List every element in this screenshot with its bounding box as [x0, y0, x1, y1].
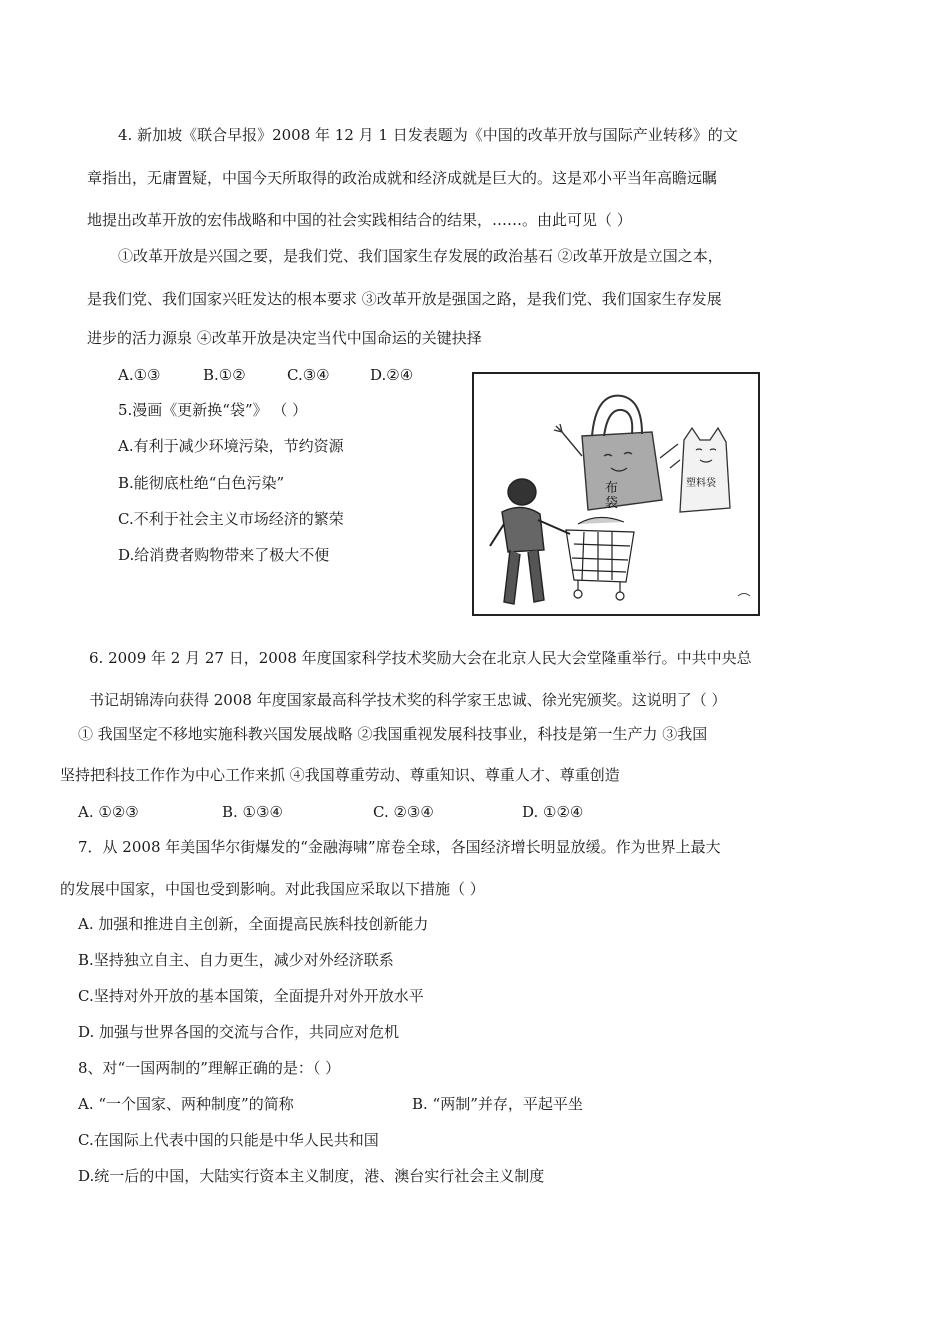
q8-option-b: B. “两制”并存，平起平坐: [412, 1095, 583, 1113]
q4-stem-line-1: 4. 新加坡《联合早报》2008 年 12 月 1 日发表题为《中国的改革开放与国际产业转移》的文: [118, 126, 738, 144]
q8-option-d: D.统一后的中国，大陆实行资本主义制度，港、澳台实行社会主义制度: [78, 1167, 545, 1185]
shopper-woman: [490, 479, 570, 604]
q6-option-b: B. ①③④: [222, 803, 283, 821]
q4-option-a: A.①③: [118, 366, 161, 384]
q4-statement-line-1: ①改革开放是兴国之要，是我们党、我们国家生存发展的政治基石 ②改革开放是立国之本，: [118, 247, 723, 265]
q7-option-c: C.坚持对外开放的基本国策，全面提升对外开放水平: [78, 987, 424, 1005]
q4-stem-line-2: 章指出，无庸置疑，中国今天所取得的政治成就和经济成就是巨大的。这是邓小平当年高瞻远瞩: [87, 169, 718, 187]
cartoon-illustration: [474, 374, 758, 614]
q4-stem-line-3: 地提出改革开放的宏伟战略和中国的社会实践相结合的结果，……。由此可见（ ）: [87, 211, 632, 229]
shopping-cart: [566, 517, 634, 600]
q5-option-b: B.能彻底杜绝“白色污染”: [118, 474, 285, 492]
cloth-bag-label-2: 袋: [605, 496, 619, 511]
q8-stem: 8、对“一国两制的”理解正确的是：（ ）: [78, 1059, 341, 1077]
q4-statement-line-2: 是我们党、我们国家兴旺发达的根本要求 ③改革开放是强国之路，是我们党、我们国家生存发展: [87, 290, 722, 308]
q8-option-c: C.在国际上代表中国的只能是中华人民共和国: [78, 1131, 379, 1149]
plastic-bag-label: 塑料袋: [686, 478, 716, 489]
q4-option-b: B.①②: [203, 366, 246, 384]
q7-stem-line-1: 7．从 2008 年美国华尔街爆发的“金融海啸”席卷全球，各国经济增长明显放缓。作为世界上最大: [78, 838, 721, 856]
q5-option-a: A.有利于减少环境污染，节约资源: [118, 437, 344, 455]
cloth-bag-label-1: 布: [605, 481, 619, 496]
q4-option-c: C.③④: [287, 366, 330, 384]
artist-signature: [738, 594, 750, 597]
q7-option-b: B.坚持独立自主、自力更生，减少对外经济联系: [78, 951, 394, 969]
plastic-bag-character: [670, 428, 730, 512]
q4-option-d: D.②④: [370, 366, 414, 384]
q4-statement-line-3: 进步的活力源泉 ④改革开放是决定当代中国命运的关键抉择: [87, 329, 482, 347]
q6-statement-line-2: 坚持把科技工作作为中心工作来抓 ④我国尊重劳动、尊重知识、尊重人才、尊重创造: [60, 766, 620, 784]
q7-option-a: A. 加强和推进自主创新，全面提高民族科技创新能力: [78, 915, 429, 933]
q6-option-a: A. ①②③: [78, 803, 139, 821]
q7-stem-line-2: 的发展中国家，中国也受到影响。对此我国应采取以下措施（ ）: [60, 880, 485, 898]
q6-statement-line-1: ① 我国坚定不移地实施科教兴国发展战略 ②我国重视发展科技事业，科技是第一生产力 ③我国: [78, 725, 708, 743]
q6-option-d: D. ①②④: [522, 803, 584, 821]
cartoon-figure: [472, 372, 760, 616]
q5-option-c: C.不利于社会主义市场经济的繁荣: [118, 510, 344, 528]
q6-option-c: C. ②③④: [373, 803, 434, 821]
q6-stem-line-2: 书记胡锦涛向获得 2008 年度国家最高科学技术奖的科学家王忠诚、徐光宪颁奖。这说明了（ ）: [89, 691, 727, 709]
q5-stem: 5.漫画《更新换“袋”》 （ ）: [118, 401, 308, 419]
q5-option-d: D.给消费者购物带来了极大不便: [118, 546, 330, 564]
q6-stem-line-1: 6. 2009 年 2 月 27 日，2008 年度国家科学技术奖励大会在北京人民大会堂隆重举行。中共中央总: [89, 649, 752, 667]
q7-option-d: D. 加强与世界各国的交流与合作，共同应对危机: [78, 1023, 400, 1041]
q8-option-a: A. “一个国家、两种制度”的简称: [78, 1095, 294, 1113]
